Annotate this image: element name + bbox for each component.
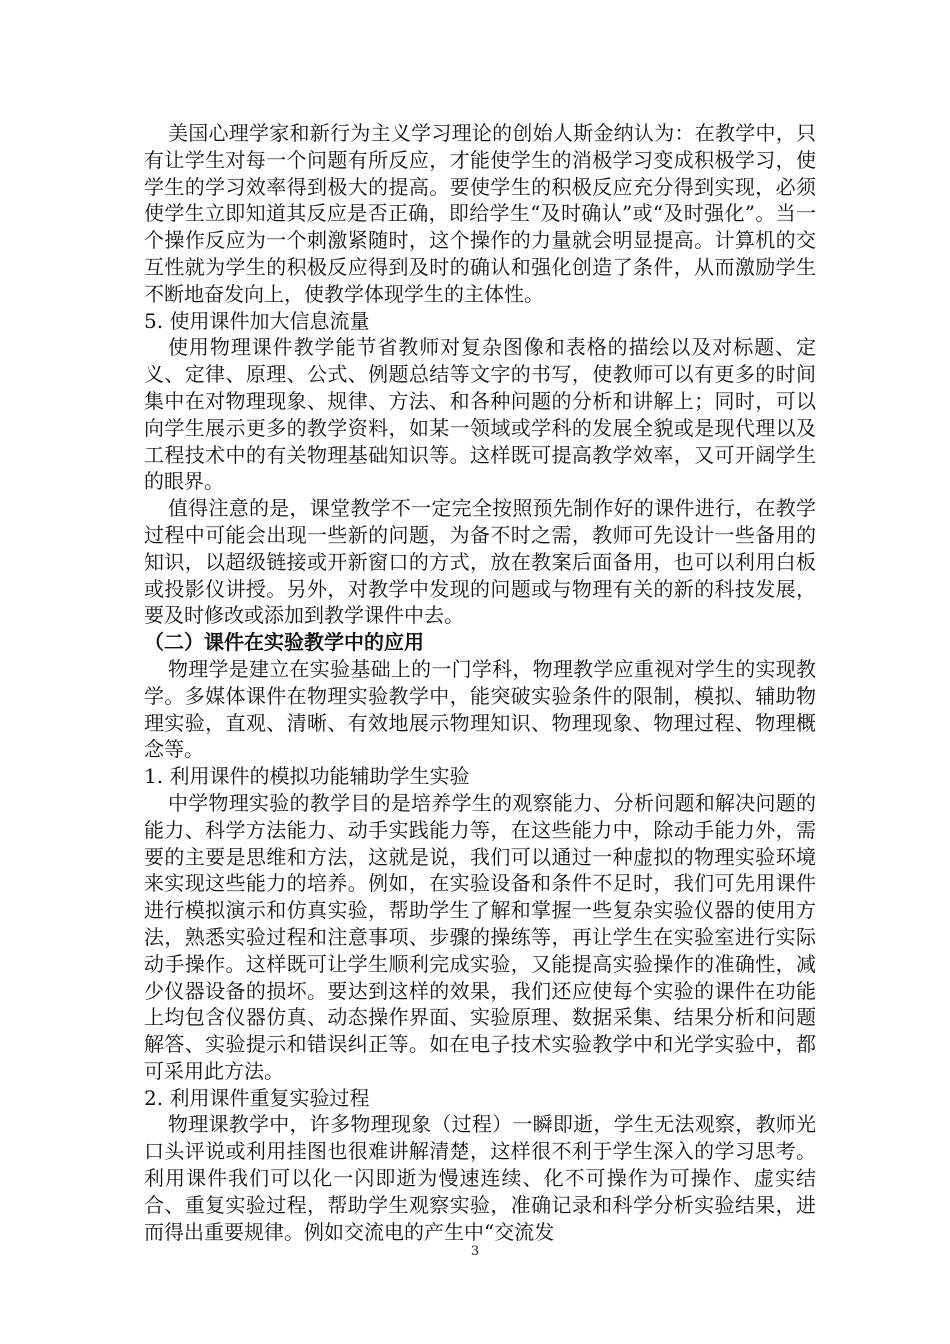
page-number: 3 — [470, 1244, 480, 1259]
section-heading-experiment: （二）课件在实验教学中的应用 — [144, 630, 424, 655]
subheading-simulation: 1. 利用课件的模拟功能辅助学生实验 — [144, 764, 470, 789]
paragraph-repeat-experiment: 物理课教学中，许多物理现象（过程）一瞬即逝，学生无法观察，教师光口头评说或利用挂图也很难讲解清楚，这样很不利于学生深入的学习思考。利用课件我们可以化一闪即逝为慢速连续、化不可操作为可操作、虚实结合、重复实验过程，帮助学生观察实验，准确记录和科学分析实验结果，进而得出重要规律。例如交流电的产生中“交流发 — [144, 1112, 816, 1244]
subheading-repeat-experiment: 2. 利用课件重复实验过程 — [144, 1085, 370, 1110]
paragraph-information-flow: 使用物理课件教学能节省教师对复杂图像和表格的描绘以及对标题、定义、定律、原理、公式、例题总结等文字的书写，使教师可以有更多的时间集中在对物理现象、规律、方法、和各种问题的分析和讲解上；同时，可以向学生展示更多的教学资料，如某一领域或学科的发展全貌或是现代理以及工程技术中的有关物理基础知识等。这样既可提高教学效率，又可开阔学生的眼界。 — [144, 335, 816, 494]
paragraph-simulation: 中学物理实验的教学目的是培养学生的观察能力、分析问题和解决问题的能力、科学方法能力、动手实践能力等，在这些能力中，除动手能力外，需要的主要是思维和方法，这就是说，我们可以通过一种虚拟的物理实验环境来实现这些能力的培养。例如，在实验设备和条件不足时，我们可先用课件进行模拟演示和仿真实验，帮助学生了解和掌握一些复杂实验仪器的使用方法，熟悉实验过程和注意事项、步骤的操练等，再让学生在实验室进行实际动手操作。这样既可让学生顺利完成实验，又能提高实验操作的准确性，减少仪器设备的损坏。要达到这样的效果，我们还应使每个实验的课件在功能上均包含仪器仿真、动态操作界面、实验原理、数据采集、结果分析和问题解答、实验提示和错误纠正等。如在电子技术实验教学中和光学实验中，都可采用此方法。 — [144, 790, 816, 1083]
paragraph-experiment-intro: 物理学是建立在实验基础上的一门学科，物理教学应重视对学生的实现教学。多媒体课件在物理实验教学中，能突破实验条件的限制，模拟、辅助物理实验，直观、清晰、有效地展示物理知识、物理现象、物理过程、物理概念等。 — [144, 656, 816, 762]
paragraph-skinner-theory: 美国心理学家和新行为主义学习理论的创始人斯金纳认为：在教学中，只有让学生对每一个问题有所反应，才能使学生的消极学习变成积极学习，使学生的学习效率得到极大的提高。要使学生的积极反应充分得到实现，必须使学生立即知道其反应是否正确，即给学生“及时确认”或“及时强化”。当一个操作反应为一个刺激紧随时，这个操作的力量就会明显提高。计算机的交互性就为学生的积极反应得到及时的确认和强化创造了条件，从而激励学生不断地奋发向上，使教学体现学生的主体性。 — [144, 121, 816, 306]
document-body — [144, 120, 816, 1245]
subheading-information-flow: 5. 使用课件加大信息流量 — [144, 308, 370, 333]
paragraph-note: 值得注意的是，课堂教学不一定完全按照预先制作好的课件进行，在教学过程中可能会出现一些新的问题，为备不时之需，教师可先设计一些备用的知识，以超级链接或开新窗口的方式，放在教案后面备用，也可以利用白板或投影仪讲授。另外，对教学中发现的问题或与物理有关的新的科技发展，要及时修改或添加到教学课件中去。 — [144, 496, 816, 628]
